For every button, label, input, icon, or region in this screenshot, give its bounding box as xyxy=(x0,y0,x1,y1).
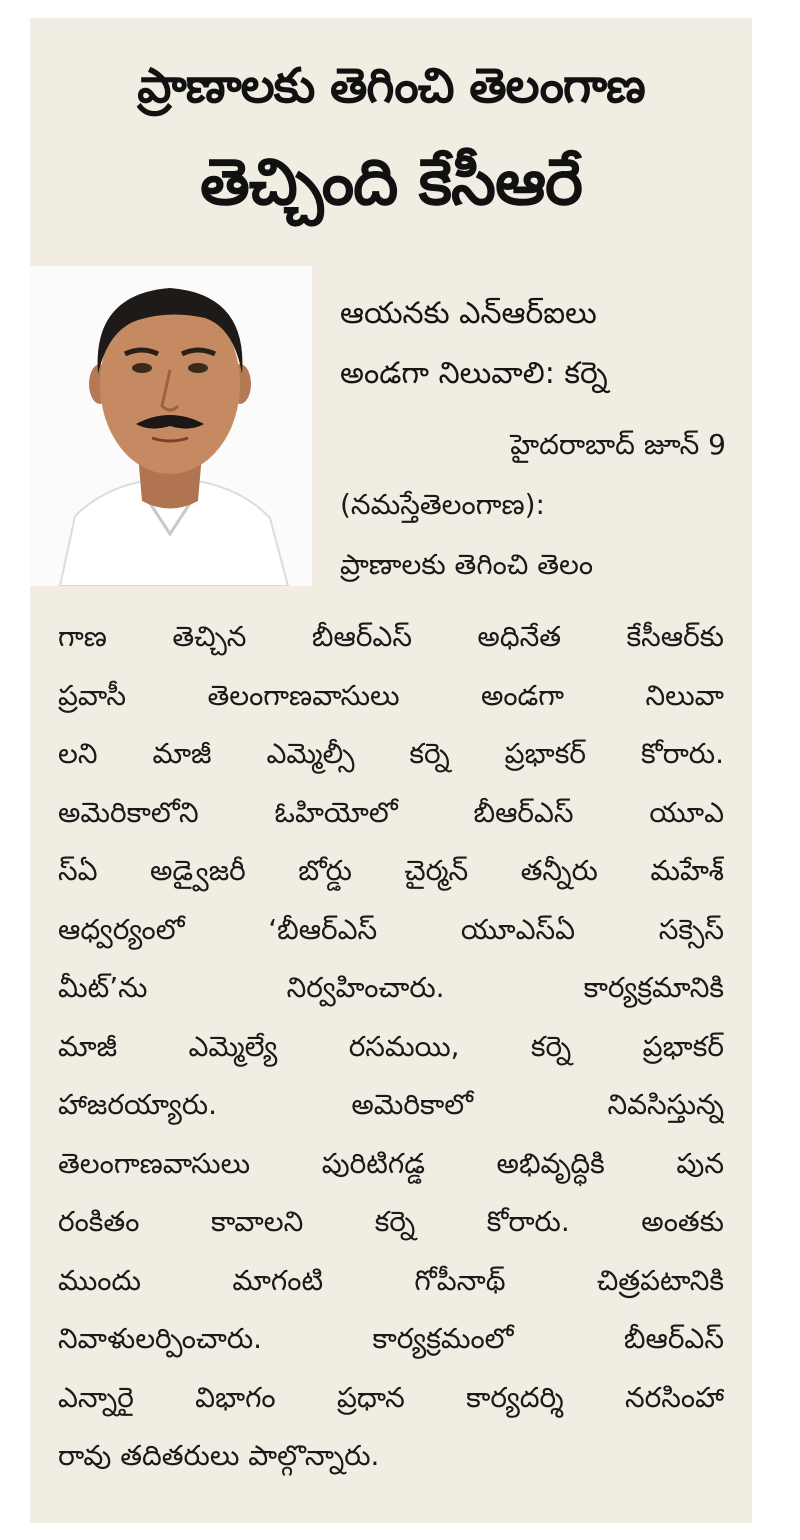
body-line: హాజరయ్యారు. అమెరికాలో నివసిస్తున్న xyxy=(58,1088,724,1121)
headline-line-2: తెచ్చింది కేసీఆరే xyxy=(199,146,583,220)
body-line: రంకితం కావాలని కర్నె కోరారు. అంతకు xyxy=(58,1205,724,1238)
subheadline-line-1: ఆయనకు ఎన్‌ఆర్‌ఐలు xyxy=(340,296,597,331)
headline-line-1: ప్రాణాలకు తెగించి తెలంగాణ xyxy=(137,58,645,114)
body-line: ముందు మాగంటి గోపీనాథ్‌ చిత్రపటానికి xyxy=(58,1263,724,1297)
body-line: నివాళులర్పించారు. కార్యక్రమంలో బీఆర్‌ఎస్‌ xyxy=(58,1322,724,1355)
body-line: ఎన్నారై విభాగం ప్రధాన కార్యదర్శి నరసింహా xyxy=(58,1380,724,1414)
body-line: తెలంగాణవాసులు పురిటిగడ్డ అభివృద్ధికి పున xyxy=(58,1146,724,1180)
body-line: లని మాజీ ఎమ్మెల్సీ కర్నె ప్రభాకర్‌ కోరారు. xyxy=(58,737,724,770)
article-body xyxy=(58,608,724,1486)
body-line: గాణ తెచ్చిన బీఆర్‌ఎస్‌ అధినేత కేసీఆర్‌కు xyxy=(58,620,724,653)
portrait-photo xyxy=(30,266,312,586)
source-credit: (నమస్తేతెలంగాణ): xyxy=(340,488,545,521)
body-line: ప్రవాసీ తెలంగాణవాసులు అండగా నిలువా xyxy=(58,678,724,712)
body-first-line: ప్రాణాలకు తెగించి తెలం xyxy=(340,548,594,581)
body-line: మాజీ ఎమ్మెల్యే రసమయి, కర్నె ప్రభాకర్‌ xyxy=(58,1029,724,1063)
dateline: హైదరాబాద్‌ జూన్‌ 9 xyxy=(510,428,726,461)
subheadline-line-2: అండగా నిలువాలి: కర్నె xyxy=(340,356,608,391)
body-line: మీట్‌’ను నిర్వహించారు. కార్యక్రమానికి xyxy=(58,971,724,1004)
body-line: ఆధ్వర్యంలో ‘బీఆర్‌ఎస్‌ యూఎస్‌ఏ సక్సెస్‌ xyxy=(58,912,724,946)
body-line: స్‌ఏ అడ్వైజరీ బోర్డు చైర్మన్‌ తన్నీరు మహేశ్‌ xyxy=(58,854,724,887)
body-line: రావు తదితరులు పాల్గొన్నారు. xyxy=(58,1439,380,1472)
body-line: అమెరికాలోని ఓహియోలో బీఆర్‌ఎస్‌ యూఎ xyxy=(58,795,724,829)
news-clipping xyxy=(30,18,752,1523)
